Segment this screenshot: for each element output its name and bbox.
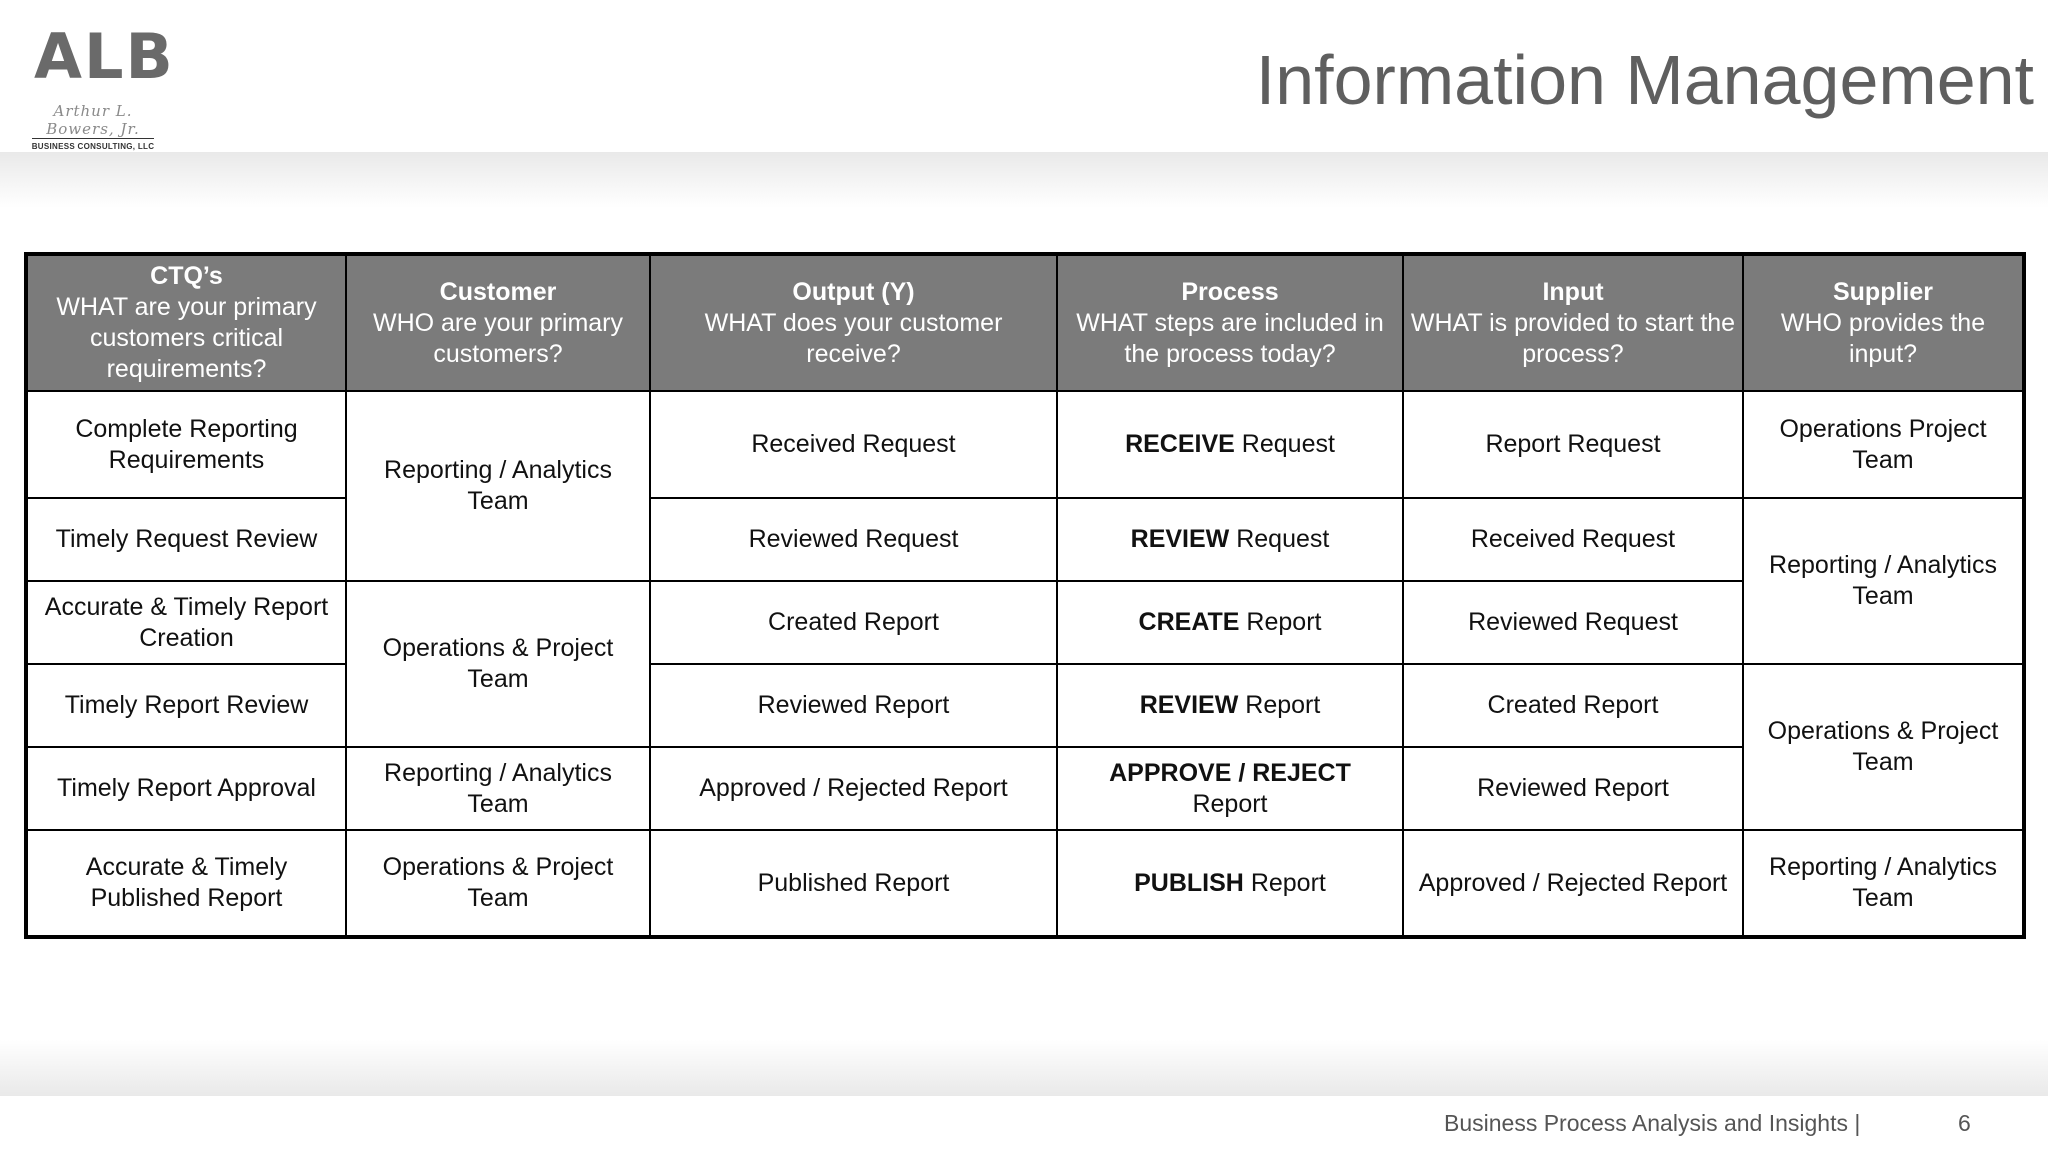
process-cell — [1057, 581, 1403, 664]
header-ctq — [26, 254, 346, 391]
input-cell: Approved / Rejected Report — [1403, 830, 1743, 937]
header-output — [650, 254, 1057, 391]
input-cell: Reviewed Report — [1403, 747, 1743, 830]
header-title: Customer — [439, 277, 557, 306]
header-title: Input — [1542, 277, 1604, 306]
table-row — [26, 830, 2024, 937]
output-cell: Approved / Rejected Report — [650, 747, 1057, 830]
logo-letters: ALB — [34, 20, 175, 93]
process-cell — [1057, 830, 1403, 937]
logo-signature: Arthur L. Bowers, Jr. — [46, 102, 140, 138]
process-cell — [1057, 498, 1403, 581]
output-cell: Received Request — [650, 391, 1057, 498]
header-title: CTQ’s — [150, 262, 223, 290]
logo-divider — [32, 138, 154, 139]
process-cell — [1057, 747, 1403, 830]
header-subtitle: WHO provides the input? — [1780, 308, 1986, 368]
page-number: 6 — [1958, 1110, 1971, 1136]
header-process — [1057, 254, 1403, 391]
table-row — [26, 498, 2024, 581]
customer-cell: Operations & Project Team — [346, 581, 650, 747]
header-gradient-band — [0, 152, 2048, 208]
header-subtitle: WHAT is provided to start the process? — [1410, 308, 1736, 368]
process-cell — [1057, 391, 1403, 498]
table-row — [26, 747, 2024, 830]
output-cell: Published Report — [650, 830, 1057, 937]
header-subtitle: WHAT does your customer receive? — [704, 308, 1003, 368]
process-object: Request — [1241, 430, 1335, 458]
input-cell: Report Request — [1403, 391, 1743, 498]
process-cell — [1057, 664, 1403, 747]
footer-text: Business Process Analysis and Insights | — [1444, 1110, 1861, 1136]
ctq-cell: Accurate & Timely Report Creation — [26, 581, 346, 664]
table-row — [26, 391, 2024, 498]
supplier-cell: Reporting / Analytics Team — [1743, 830, 2024, 937]
header-customer — [346, 254, 650, 391]
header-subtitle: WHAT are your primary customers critical requirements? — [56, 293, 317, 383]
output-cell: Reviewed Request — [650, 498, 1057, 581]
input-cell: Received Request — [1403, 498, 1743, 581]
header-subtitle: WHO are your primary customers? — [372, 308, 624, 368]
header-title: Process — [1181, 277, 1279, 306]
sipoc-table — [24, 252, 2026, 939]
process-verb: RECEIVE — [1125, 430, 1235, 458]
customer-cell: Reporting / Analytics Team — [346, 747, 650, 830]
header-title: Output (Y) — [792, 277, 915, 306]
ctq-cell: Timely Report Review — [26, 664, 346, 747]
table-row — [26, 664, 2024, 747]
output-cell: Reviewed Report — [650, 664, 1057, 747]
ctq-cell: Timely Report Approval — [26, 747, 346, 830]
customer-cell: Reporting / Analytics Team — [346, 391, 650, 581]
supplier-cell: Reporting / Analytics Team — [1743, 498, 2024, 664]
process-verb: REVIEW — [1130, 525, 1230, 553]
process-verb: REVIEW — [1139, 691, 1239, 719]
header-subtitle: WHAT steps are included in the process today? — [1076, 308, 1384, 368]
process-verb: CREATE — [1138, 608, 1240, 636]
ctq-cell: Complete Reporting Requirements — [26, 391, 346, 498]
output-cell: Created Report — [650, 581, 1057, 664]
footer-gradient-band — [0, 1040, 2048, 1096]
process-object: Request — [1236, 525, 1330, 553]
page-title: Information Management — [1255, 41, 2034, 119]
header-title: Supplier — [1832, 277, 1933, 306]
process-object: Report — [1245, 691, 1321, 719]
process-verb: PUBLISH — [1134, 868, 1244, 897]
input-cell: Created Report — [1403, 664, 1743, 747]
customer-cell: Operations & Project Team — [346, 830, 650, 937]
header-supplier — [1743, 254, 2024, 391]
table-header-row — [26, 254, 2024, 391]
process-object: Report — [1250, 868, 1326, 897]
input-cell: Reviewed Request — [1403, 581, 1743, 664]
process-object: Report — [1246, 608, 1322, 636]
supplier-cell: Operations Project Team — [1743, 391, 2024, 498]
process-object: Report — [1192, 789, 1268, 818]
logo-subtitle: BUSINESS CONSULTING, LLC — [31, 142, 155, 151]
header-input — [1403, 254, 1743, 391]
supplier-cell: Operations & Project Team — [1743, 664, 2024, 830]
company-logo — [22, 14, 175, 151]
table-row — [26, 581, 2024, 664]
ctq-cell: Timely Request Review — [26, 498, 346, 581]
ctq-cell: Accurate & Timely Published Report — [26, 830, 346, 937]
process-verb: APPROVE / REJECT — [1109, 758, 1351, 787]
